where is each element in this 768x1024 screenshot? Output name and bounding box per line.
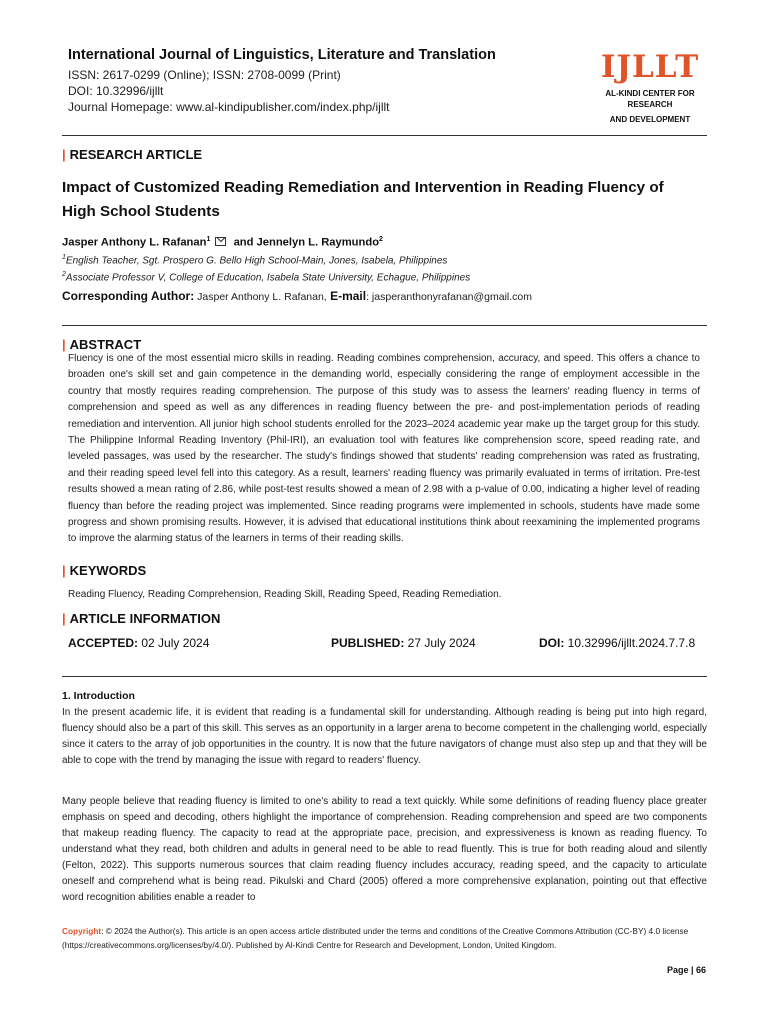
affiliation-2 bbox=[62, 271, 470, 283]
accent-bar: | bbox=[62, 147, 66, 162]
copyright-label: Copyright bbox=[62, 926, 102, 936]
corresponding-author bbox=[62, 289, 532, 303]
article-info-heading-label: ARTICLE INFORMATION bbox=[69, 611, 221, 626]
affiliation-2-sup: 2 bbox=[62, 271, 66, 278]
accent-bar: | bbox=[62, 563, 66, 578]
corr-email[interactable]: : jasperanthonyrafanan@gmail.com bbox=[366, 291, 533, 303]
doi-value[interactable]: 10.32996/ijllt.2024.7.7.8 bbox=[564, 636, 696, 650]
header-rule bbox=[62, 135, 707, 136]
paper-title bbox=[62, 176, 712, 224]
article-type-label: RESEARCH ARTICLE bbox=[69, 147, 203, 162]
abstract-rule bbox=[62, 325, 707, 326]
published-value: 27 July 2024 bbox=[404, 636, 476, 650]
accent-bar: | bbox=[62, 337, 66, 352]
article-type bbox=[62, 147, 202, 162]
keywords-text: Reading Fluency, Reading Comprehension, Reading Skill, Reading Speed, Reading Remediation. bbox=[68, 589, 502, 600]
author-1-sup: 1 bbox=[206, 236, 211, 243]
introduction-paragraph-2: Many people believe that reading fluency is limited to one's ability to read a text quickly. While some definitions of reading fluency place greater emphasis on speed and decoding, others highlight the importance of comprehension. Reading comprehension and speed are two components that makeup reading fluency. The capacity to read at the appropriate pace, precision, and expressiveness is known as reading fluency. To understand what they read, both children and adults in general need to be able to read fluently. This is true for both reading aloud and silently (Felton, 2022). This supports numerous sources that claim reading fluency includes accuracy, reading speed, and the capacity to articulate oneself and comprehend what is being read. Pikulski and Chard (2005) offered a more comprehensive explanation, pointing out that effective word recognition abilities enable a reader to bbox=[62, 796, 707, 903]
affiliation-2-text: Associate Professor V, College of Education, Isabela State University, Echague, Philippines bbox=[65, 272, 471, 284]
paper-title-line-1: Impact of Customized Reading Remediation and Intervention in Reading Fluency of bbox=[62, 179, 664, 196]
introduction-paragraph-1: In the present academic life, it is evident that reading is a fundamental skill for understanding. Although reading is being put into high regard, fluency should also be a part of this skill. This serves as an opportunity in a larger arena to become competent in the challenging world, especially since it caters to the array of job opportunities in the country. It is now that the future navigators of change must also step up and that they will be able to cope with the trend by managing the issue with regard to readers' fluency. bbox=[62, 707, 707, 766]
mail-icon[interactable] bbox=[215, 237, 226, 246]
page-number: Page | 66 bbox=[666, 965, 706, 975]
affiliation-1-text: English Teacher, Sgt. Prospero G. Bello High School-Main, Jones, Isabela, Philippines bbox=[65, 255, 448, 267]
paper-title-line-2: High School Students bbox=[62, 203, 220, 220]
copyright-notice bbox=[62, 924, 692, 952]
accepted-value: 02 July 2024 bbox=[138, 636, 210, 650]
logo-subtitle-1: AL-KINDI CENTER FOR RESEARCH bbox=[605, 89, 695, 109]
abstract-heading-label: ABSTRACT bbox=[69, 337, 142, 352]
corr-label: Corresponding Author: bbox=[62, 289, 195, 303]
author-list bbox=[62, 236, 383, 249]
published-date bbox=[331, 636, 476, 650]
author-2: and Jennelyn L. Raymundo bbox=[233, 236, 380, 249]
corr-name: Jasper Anthony L. Rafanan, bbox=[194, 291, 327, 303]
affiliation-1 bbox=[62, 254, 447, 266]
logo-text: IJLLT bbox=[600, 49, 700, 85]
copyright-text: : © 2024 the Author(s). This article is an open access article distributed under the terms and conditions of the Creative Commons Attribution (CC-BY) 4.0 license (https://creativecommons.org/licenses/by/4.0/). Published by Al-Kindi Centre for Research and Development, London, United Kingdom. bbox=[62, 926, 689, 950]
doi-label: DOI: bbox=[539, 636, 565, 650]
author-2-sup: 2 bbox=[379, 236, 383, 243]
intro-rule bbox=[62, 676, 707, 677]
accepted-date bbox=[68, 636, 209, 650]
logo-subtitle-2: AND DEVELOPMENT bbox=[609, 115, 691, 124]
abstract-heading bbox=[62, 337, 141, 352]
keywords-heading bbox=[62, 563, 146, 578]
accent-bar: | bbox=[62, 611, 66, 626]
published-label: PUBLISHED: bbox=[331, 636, 405, 650]
journal-logo bbox=[586, 50, 714, 125]
introduction-heading: 1. Introduction bbox=[62, 690, 135, 702]
keywords-heading-label: KEYWORDS bbox=[69, 563, 147, 578]
journal-doi: DOI: 10.32996/ijllt bbox=[68, 84, 164, 98]
abstract-text: Fluency is one of the most essential micro skills in reading. Reading combines comprehension, accuracy, and speed. This offers a chance to broaden one's skill set and gain competence in the demanding world, especially considering the range of employment accessible in the country that mostly requires reading comprehension. The purpose of this study was to assess the learners' reading fluency in terms of comprehension and speed as well as any differences in reading fluency between the pre- and post-implementation periods of reading remediation and intervention. All junior high school students enrolled for the 2023–2024 academic year make up the target group for this study. The Philippine Informal Reading Inventory (Phil-IRI), an evaluation tool with features like comprehension score, speed reading rate, and leveled passages, was used by the researcher. The study's findings showed that students' reading comprehension was rated as frustrating, and their reading speed level fell into this category. As a result, learners' reading fluency was primarily evaluated in terms of irritation. Pre-test results showed a mean rating of 2.86, while post-test results showed a mean of 2.98 with a p-value of 0.00, indicating a higher level of reading fluency than before the reading project was implemented. Since reading programs were implemented in schools, students have made some progress and shown promising results. However, it is advised that educational institutions think about reexamining the implemented programs to improve the alarming status of the learners in terms of their reading skills. bbox=[68, 353, 700, 545]
article-doi bbox=[539, 636, 695, 650]
journal-homepage[interactable]: Journal Homepage: www.al-kindipublisher.com/index.php/ijllt bbox=[68, 100, 390, 114]
email-label: E-mail bbox=[326, 289, 367, 303]
article-info-heading bbox=[62, 611, 220, 626]
accepted-label: ACCEPTED: bbox=[68, 636, 139, 650]
author-1: Jasper Anthony L. Rafanan bbox=[62, 236, 207, 249]
journal-title: International Journal of Linguistics, Literature and Translation bbox=[68, 47, 496, 63]
affiliation-1-sup: 1 bbox=[62, 254, 66, 261]
journal-issn: ISSN: 2617-0299 (Online); ISSN: 2708-0099 (Print) bbox=[68, 68, 341, 82]
